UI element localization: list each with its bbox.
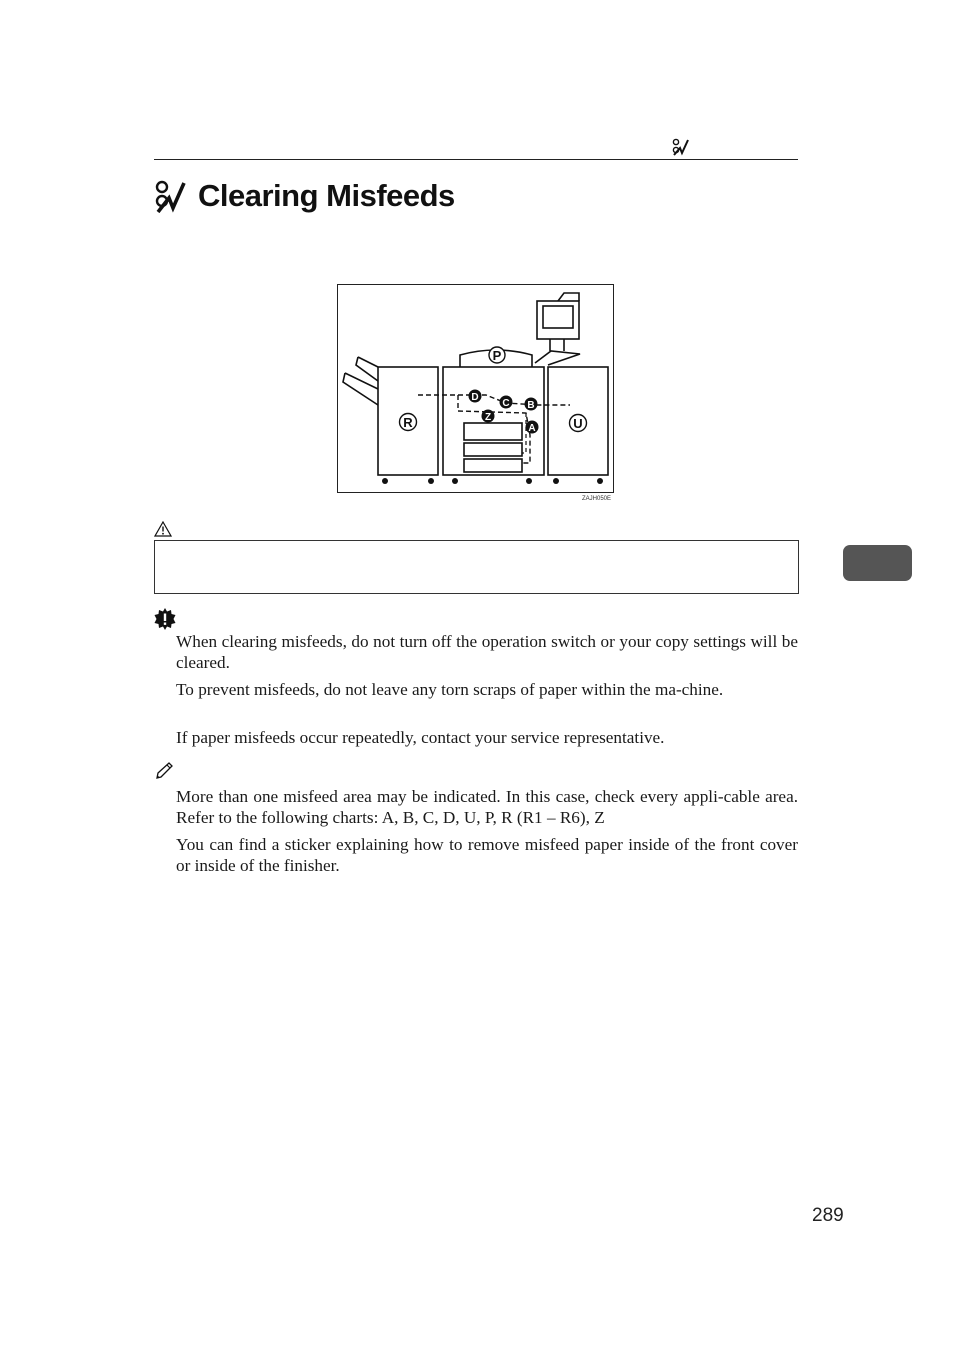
area-label-u [570,415,587,432]
paper-tray-2 [464,443,522,456]
note-item: More than one misfeed area may be indicated. In this case, check every appli-cable area. Refer to the following charts: A, B, C, D, U, P, R (R1 – R6), Z [176,787,798,827]
area-label-a [526,421,539,435]
figure-code: ZAJH050E [582,496,612,502]
important-item: To prevent misfeeds, do not leave any torn scraps of paper within the ma-chine. [176,680,724,699]
area-label-b [525,398,538,412]
header-rule [154,159,798,160]
panel-screen [543,306,573,328]
warning-box [154,540,799,594]
copier-diagram [338,285,613,492]
area-label-z [482,410,495,424]
page-title [154,178,455,214]
area-label-p [489,347,505,363]
warning-triangle-icon [154,521,172,537]
paper-tray-1 [464,423,522,440]
svg-text:A: A [528,423,536,434]
page-title-text: Clearing Misfeeds [198,178,455,213]
chapter-tab [843,545,912,581]
svg-text:D: D [471,392,479,403]
area-label-d [469,390,482,404]
misfeed-icon [672,138,690,156]
svg-text:U: U [573,416,583,431]
svg-text:C: C [502,398,510,409]
svg-text:P: P [492,348,502,363]
area-label-c [500,396,513,410]
area-label-r [400,414,417,431]
important-item: When clearing misfeeds, do not turn off the operation switch or your copy settings will be cleared. [176,632,798,672]
svg-text:R: R [403,415,413,430]
important-icon [154,608,176,630]
paper-tray-3 [464,459,522,472]
misfeed-icon [154,179,188,213]
note-item: You can find a sticker explaining how to remove misfeed paper inside of the front cover or inside of the finisher. [176,835,798,875]
important-item: If paper misfeeds occur repeatedly, contact your service representative. [176,728,665,747]
svg-text:B: B [527,400,535,411]
page-number: 289 [812,1205,844,1226]
svg-text:Z: Z [484,412,492,423]
note-pencil-icon [154,761,174,781]
misfeed-location-figure [337,284,614,493]
